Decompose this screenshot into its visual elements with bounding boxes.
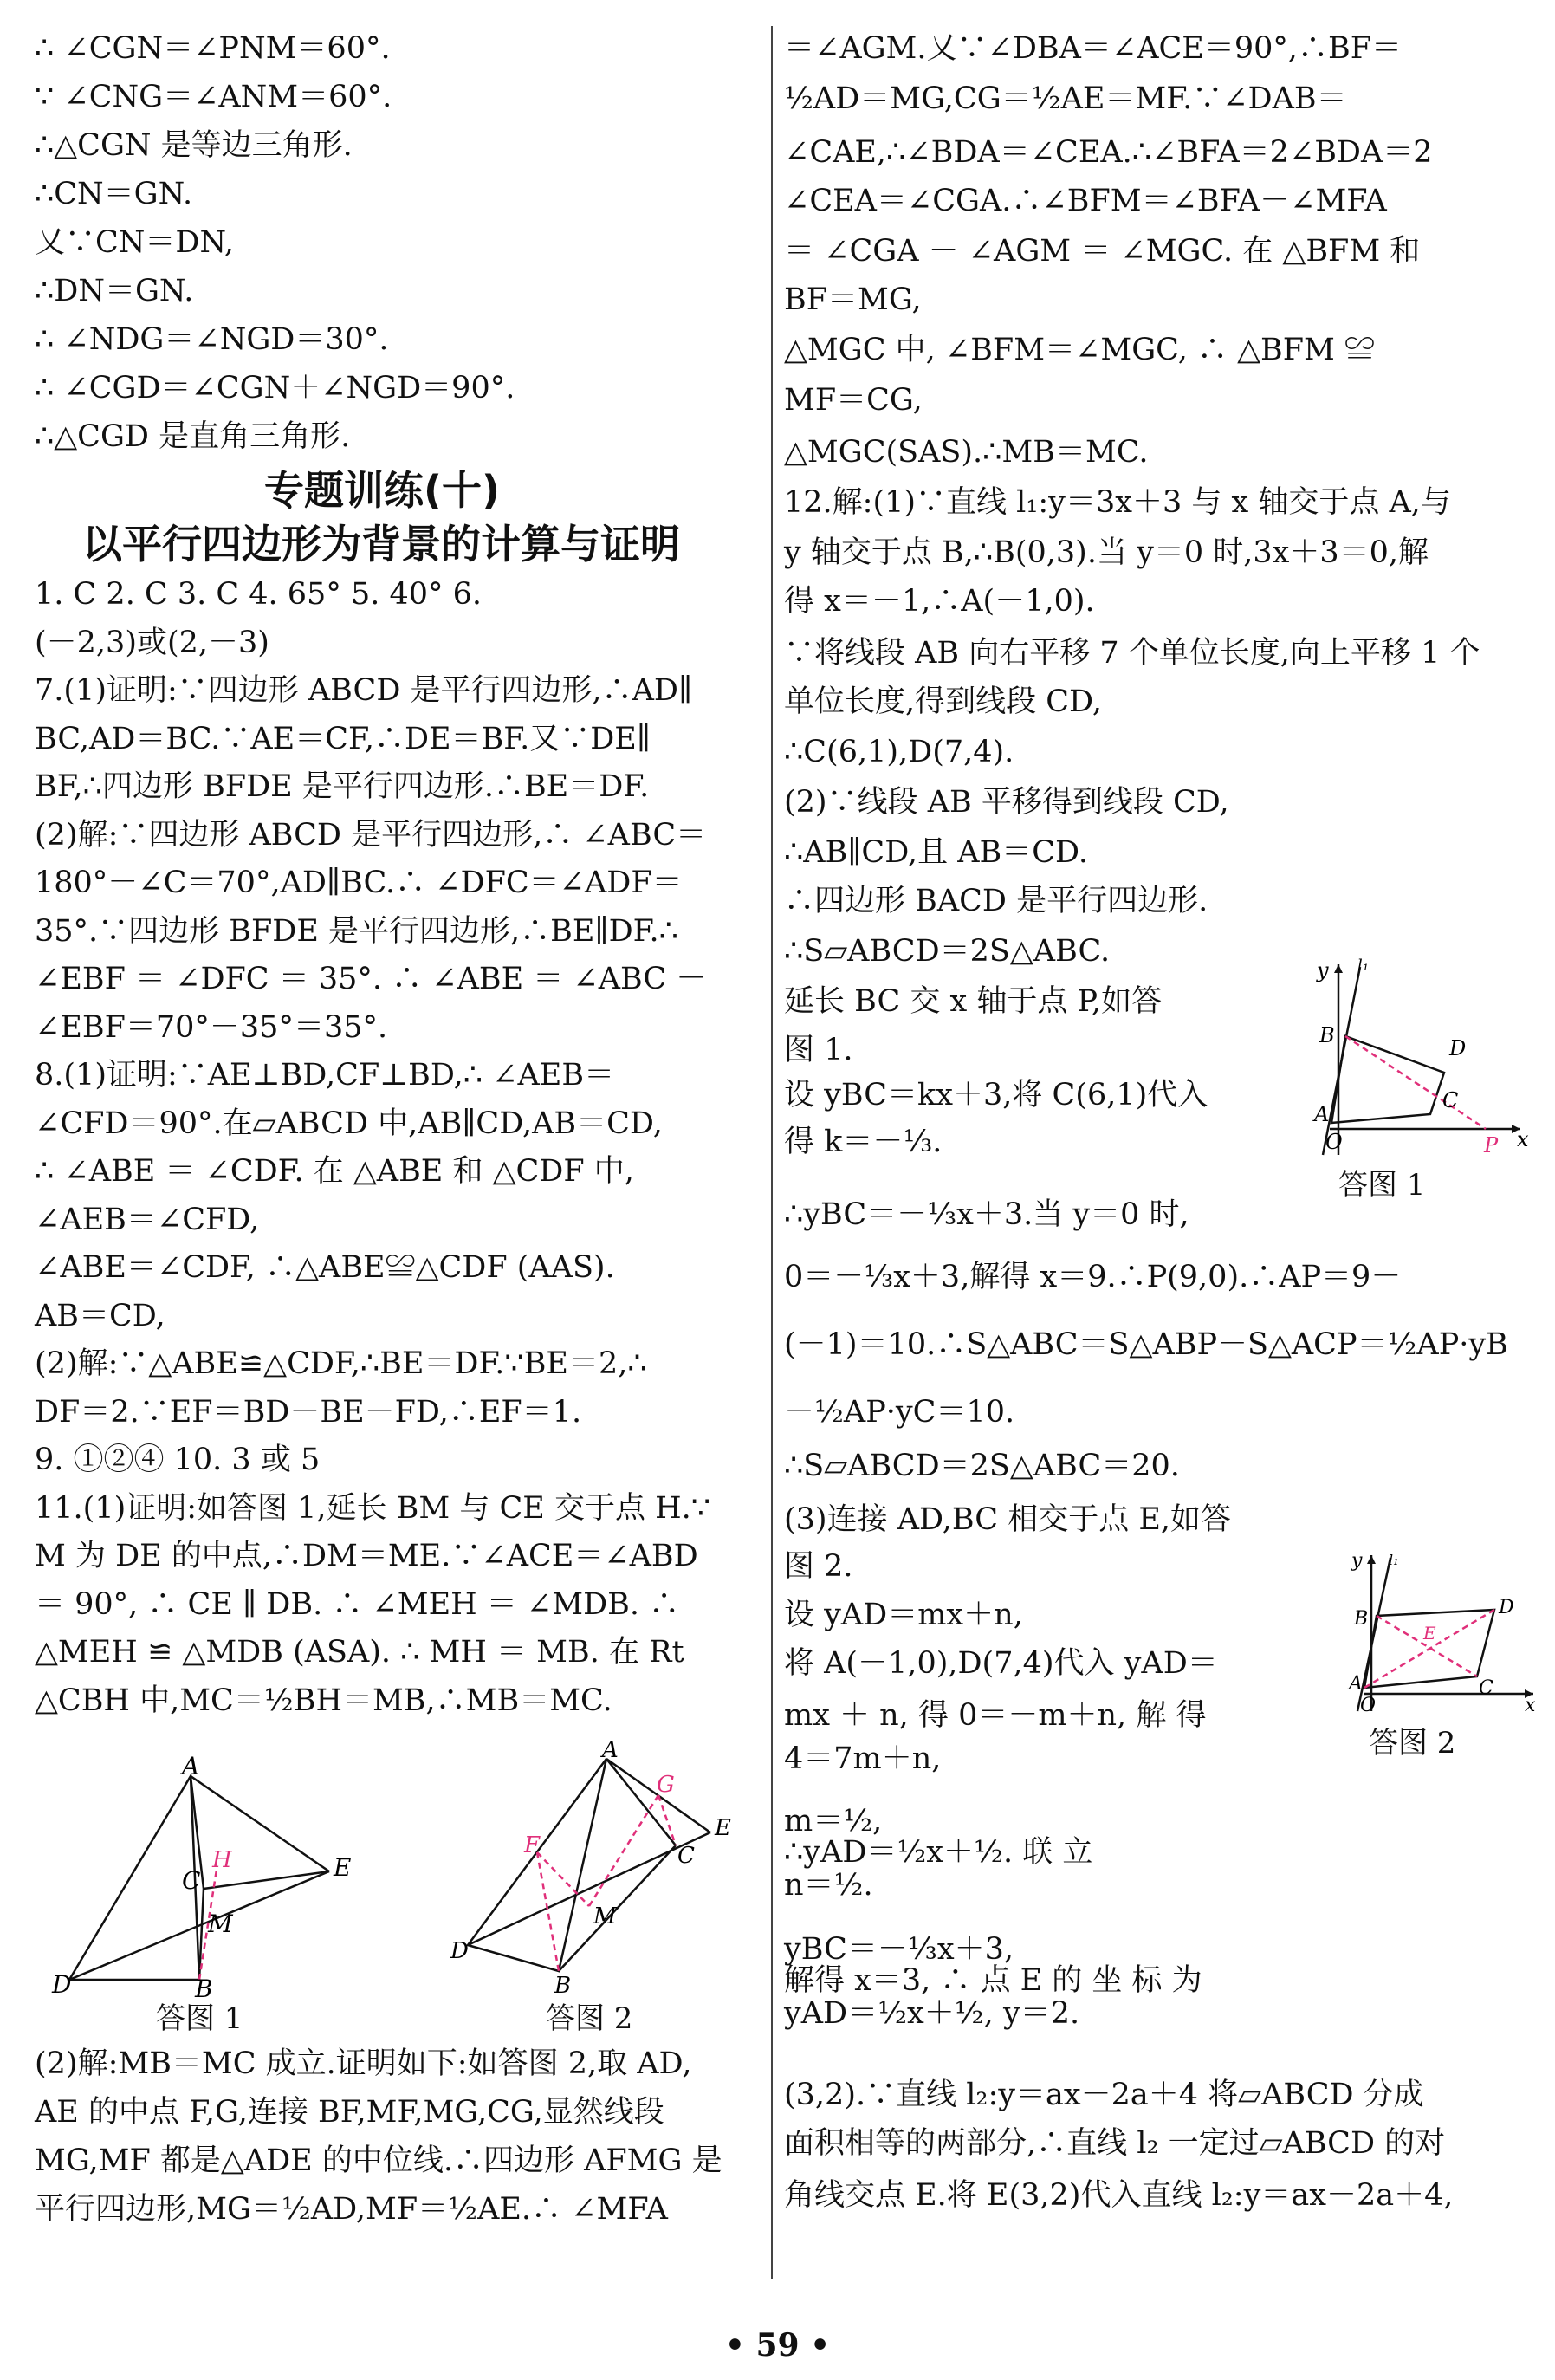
svg-text:C: C — [1479, 1677, 1493, 1699]
text-line: (－2,3)或(2,－3) — [35, 625, 269, 660]
svg-text:E: E — [715, 1815, 731, 1841]
text-line: (2)解:∵△ABE≌△CDF,∴BE＝DF.∵BE＝2,∴ — [35, 1346, 647, 1381]
text-line: (2)解:∵四边形 ABCD 是平行四边形,∴ ∠ABC＝ — [35, 817, 707, 853]
svg-text:D: D — [1449, 1036, 1467, 1060]
text-line: △CBH 中,MC＝½BH＝MB,∴MB＝MC. — [35, 1683, 612, 1718]
svg-text:C: C — [677, 1843, 695, 1869]
page-number: • 59 • — [724, 2327, 831, 2364]
svg-text:C: C — [182, 1866, 201, 1895]
svg-text:D: D — [450, 1938, 469, 1964]
text-line: ∴CN＝GN. — [35, 177, 193, 211]
text-line: 4＝7m＋n, — [784, 1741, 942, 1776]
text-line: 9. ①②④ 10. 3 或 5 — [35, 1443, 321, 1477]
geometry-figure-2 — [450, 1737, 745, 1999]
column-divider — [771, 26, 773, 2279]
text-line: △MEH ≌ △MDB (ASA). ∴ MH ＝ MB. 在 Rt — [35, 1635, 684, 1670]
figure-caption: 答图 1 — [1338, 1168, 1426, 1203]
text-line: ∴C(6,1),D(7,4). — [784, 735, 1014, 769]
figure-caption: 答图 1 — [156, 2001, 243, 2036]
text-line: m＝½, — [784, 1804, 883, 1839]
text-line: ＝∠AGM.又∵∠DBA＝∠ACE＝90°,∴BF＝ — [784, 31, 1403, 66]
text-line: ½AD＝MG,CG＝½AE＝MF.∵∠DAB＝ — [784, 81, 1347, 116]
svg-text:B: B — [1354, 1608, 1369, 1630]
text-line: △MGC(SAS).∴MB＝MC. — [784, 435, 1149, 470]
svg-text:A: A — [1349, 1673, 1363, 1695]
text-line: MG,MF 都是△ADE 的中位线.∴四边形 AFMG 是 — [35, 2143, 722, 2178]
section-subtitle: 以平行四边形为背景的计算与证明 — [82, 521, 680, 567]
text-line: 角线交点 E.将 E(3,2)代入直线 l₂:y＝ax－2a＋4, — [784, 2178, 1454, 2213]
text-line: ∴△CGN 是等边三角形. — [35, 128, 353, 163]
text-line: ∴S▱ABCD＝2S△ABC＝20. — [784, 1449, 1180, 1483]
text-line: ∠CEA＝∠CGA.∴∠BFM＝∠BFA－∠MFA — [784, 184, 1387, 218]
text-line: 单位长度,得到线段 CD, — [784, 684, 1102, 719]
text-line: ∴ ∠ABE ＝ ∠CDF. 在 △ABE 和 △CDF 中, — [35, 1154, 634, 1189]
text-line: 得 x＝－1,∴A(－1,0). — [784, 584, 1095, 619]
text-line: AE 的中点 F,G,连接 BF,MF,MG,CG,显然线段 — [35, 2095, 664, 2130]
text-line: 将 A(－1,0),D(7,4)代入 yAD＝ — [784, 1646, 1218, 1681]
svg-text:l₁: l₁ — [1389, 1552, 1399, 1568]
text-line: ∴ ∠CGD＝∠CGN＋∠NGD＝90°. — [35, 371, 515, 405]
section-title: 专题训练(十) — [264, 467, 501, 514]
text-line: ∴yAD＝½x＋½. 联 立 — [784, 1835, 1093, 1870]
text-line: 平行四边形,MG＝½AD,MF＝½AE.∴ ∠MFA — [35, 2192, 668, 2227]
text-line: 设 yAD＝mx＋n, — [784, 1598, 1023, 1632]
coordinate-figure-2 — [1347, 1551, 1538, 1715]
svg-text:D: D — [1499, 1597, 1514, 1618]
text-line: mx ＋ n, 得 0＝－m＋n, 解 得 — [784, 1698, 1207, 1733]
text-line: 0＝－⅓x＋3,解得 x＝9.∴P(9,0).∴AP＝9－ — [784, 1260, 1402, 1294]
figure-caption: 答图 2 — [1369, 1726, 1456, 1761]
svg-text:A: A — [1314, 1102, 1330, 1126]
svg-text:B: B — [195, 1975, 213, 2003]
svg-text:C: C — [1442, 1088, 1459, 1112]
svg-text:E: E — [334, 1853, 352, 1882]
text-line: 延长 BC 交 x 轴于点 P,如答 — [784, 984, 1163, 1019]
svg-text:x: x — [1517, 1127, 1529, 1151]
text-line: 解得 x＝3, ∴ 点 E 的 坐 标 为 — [784, 1963, 1202, 1998]
text-line: yBC＝－⅓x＋3, — [784, 1932, 1014, 1967]
text-line: (2)∵线段 AB 平移得到线段 CD, — [784, 785, 1229, 820]
text-line: M 为 DE 的中点,∴DM＝ME.∵∠ACE＝∠ABD — [35, 1539, 698, 1573]
text-line: 12.解:(1)∵直线 l₁:y＝3x＋3 与 x 轴交于点 A,与 — [784, 485, 1451, 520]
text-line: yAD＝½x＋½, y＝2. — [784, 1996, 1080, 2031]
svg-text:x: x — [1525, 1695, 1536, 1716]
text-line: 8.(1)证明:∵AE⊥BD,CF⊥BD,∴ ∠AEB＝ — [35, 1058, 615, 1093]
text-line: －½AP·yC＝10. — [784, 1395, 1015, 1430]
text-line: ∴四边形 BACD 是平行四边形. — [784, 884, 1208, 918]
coordinate-figure-1 — [1312, 957, 1529, 1159]
text-line: ∴yBC＝－⅓x＋3.当 y＝0 时, — [784, 1197, 1189, 1232]
text-line: ∴AB∥CD,且 AB＝CD. — [784, 835, 1088, 870]
text-line: 又∵CN＝DN, — [35, 225, 234, 260]
text-line: ∴△CGD 是直角三角形. — [35, 419, 351, 454]
text-line: BF,∴四边形 BFDE 是平行四边形.∴BE＝DF. — [35, 769, 650, 804]
text-line: BF＝MG, — [784, 282, 922, 317]
text-line: ∠CAE,∴∠BDA＝∠CEA.∴∠BFA＝2∠BDA＝2 — [784, 135, 1433, 170]
text-line: 7.(1)证明:∵四边形 ABCD 是平行四边形,∴AD∥ — [35, 673, 693, 708]
text-line: ∠EBF＝70°－35°＝35°. — [35, 1009, 388, 1045]
svg-text:F: F — [524, 1832, 541, 1858]
text-line: ∴ ∠NDG＝∠NGD＝30°. — [35, 322, 389, 357]
text-line: 11.(1)证明:如答图 1,延长 BM 与 CE 交于点 H.∵ — [35, 1490, 710, 1526]
svg-text:M: M — [593, 1903, 617, 1929]
svg-text:B: B — [1319, 1023, 1335, 1047]
svg-text:y: y — [1317, 958, 1329, 982]
text-line: ∠EBF ＝ ∠DFC ＝ 35°. ∴ ∠ABE ＝ ∠ABC － — [35, 962, 707, 996]
text-line: BC,AD＝BC.∵AE＝CF,∴DE＝BF.又∵DE∥ — [35, 721, 651, 756]
svg-text:B: B — [554, 1973, 572, 1999]
text-line: AB＝CD, — [35, 1298, 165, 1333]
text-line: n＝½. — [784, 1868, 873, 1903]
svg-text:l₁: l₁ — [1357, 957, 1369, 975]
svg-text:M: M — [208, 1910, 233, 1938]
text-line: ∵将线段 AB 向右平移 7 个单位长度,向上平移 1 个 — [784, 636, 1480, 671]
text-line: (3,2).∵直线 l₂:y＝ax－2a＋4 将▱ABCD 分成 — [784, 2078, 1424, 2112]
svg-text:A: A — [602, 1737, 619, 1763]
text-line: ∴S▱ABCD＝2S△ABC. — [784, 934, 1111, 969]
svg-text:P: P — [1484, 1133, 1499, 1158]
text-line: ∠ABE＝∠CDF, ∴△ABE≌△CDF (AAS). — [35, 1250, 615, 1285]
svg-text:H: H — [212, 1847, 232, 1873]
figure-caption: 答图 2 — [546, 2001, 633, 2036]
svg-text:y: y — [1351, 1550, 1363, 1572]
text-line: 180°－∠C＝70°,AD∥BC.∴ ∠DFC＝∠ADF＝ — [35, 866, 683, 900]
svg-text:D: D — [52, 1970, 72, 1999]
svg-text:A: A — [182, 1752, 200, 1780]
geometry-figure-1 — [52, 1752, 364, 2003]
text-line: ∴DN＝GN. — [35, 274, 194, 308]
text-line: △MGC 中, ∠BFM＝∠MGC, ∴ △BFM ≌ — [784, 333, 1375, 367]
text-line: y 轴交于点 B,∴B(0,3).当 y＝0 时,3x＋3＝0,解 — [784, 535, 1429, 570]
text-line: 设 yBC＝kx＋3,将 C(6,1)代入 — [784, 1078, 1208, 1112]
svg-text:O: O — [1360, 1695, 1377, 1716]
text-line: ＝ 90°, ∴ CE ∥ DB. ∴ ∠MEH ＝ ∠MDB. ∴ — [35, 1586, 680, 1622]
text-line: ∴ ∠CGN＝∠PNM＝60°. — [35, 31, 391, 66]
text-line: ∵ ∠CNG＝∠ANM＝60°. — [35, 80, 392, 114]
text-line: DF＝2.∵EF＝BD－BE－FD,∴EF＝1. — [35, 1394, 582, 1430]
text-line: (－1)＝10.∴S△ABC＝S△ABP－S△ACP＝½AP·yB — [784, 1327, 1508, 1362]
text-line: 1. C 2. C 3. C 4. 65° 5. 40° 6. — [35, 577, 483, 612]
text-line: MF＝CG, — [784, 383, 923, 418]
text-line: ∠CFD＝90°.在▱ABCD 中,AB∥CD,AB＝CD, — [35, 1106, 663, 1141]
text-line: ∠AEB＝∠CFD, — [35, 1202, 260, 1237]
text-line: 得 k＝－⅓. — [784, 1125, 943, 1159]
text-line: (3)连接 AD,BC 相交于点 E,如答 — [784, 1502, 1231, 1537]
text-line: 图 1. — [784, 1033, 853, 1067]
text-line: ＝ ∠CGA － ∠AGM ＝ ∠MGC. 在 △BFM 和 — [784, 234, 1421, 269]
svg-text:E: E — [1423, 1623, 1436, 1644]
text-line: (2)解:MB＝MC 成立.证明如下:如答图 2,取 AD, — [35, 2046, 692, 2081]
svg-text:G: G — [657, 1772, 675, 1798]
svg-text:O: O — [1325, 1130, 1343, 1154]
text-line: 面积相等的两部分,∴直线 l₂ 一定过▱ABCD 的对 — [784, 2126, 1446, 2161]
text-line: 图 2. — [784, 1549, 853, 1584]
text-line: 35°.∵四边形 BFDE 是平行四边形,∴BE∥DF.∴ — [35, 913, 678, 949]
